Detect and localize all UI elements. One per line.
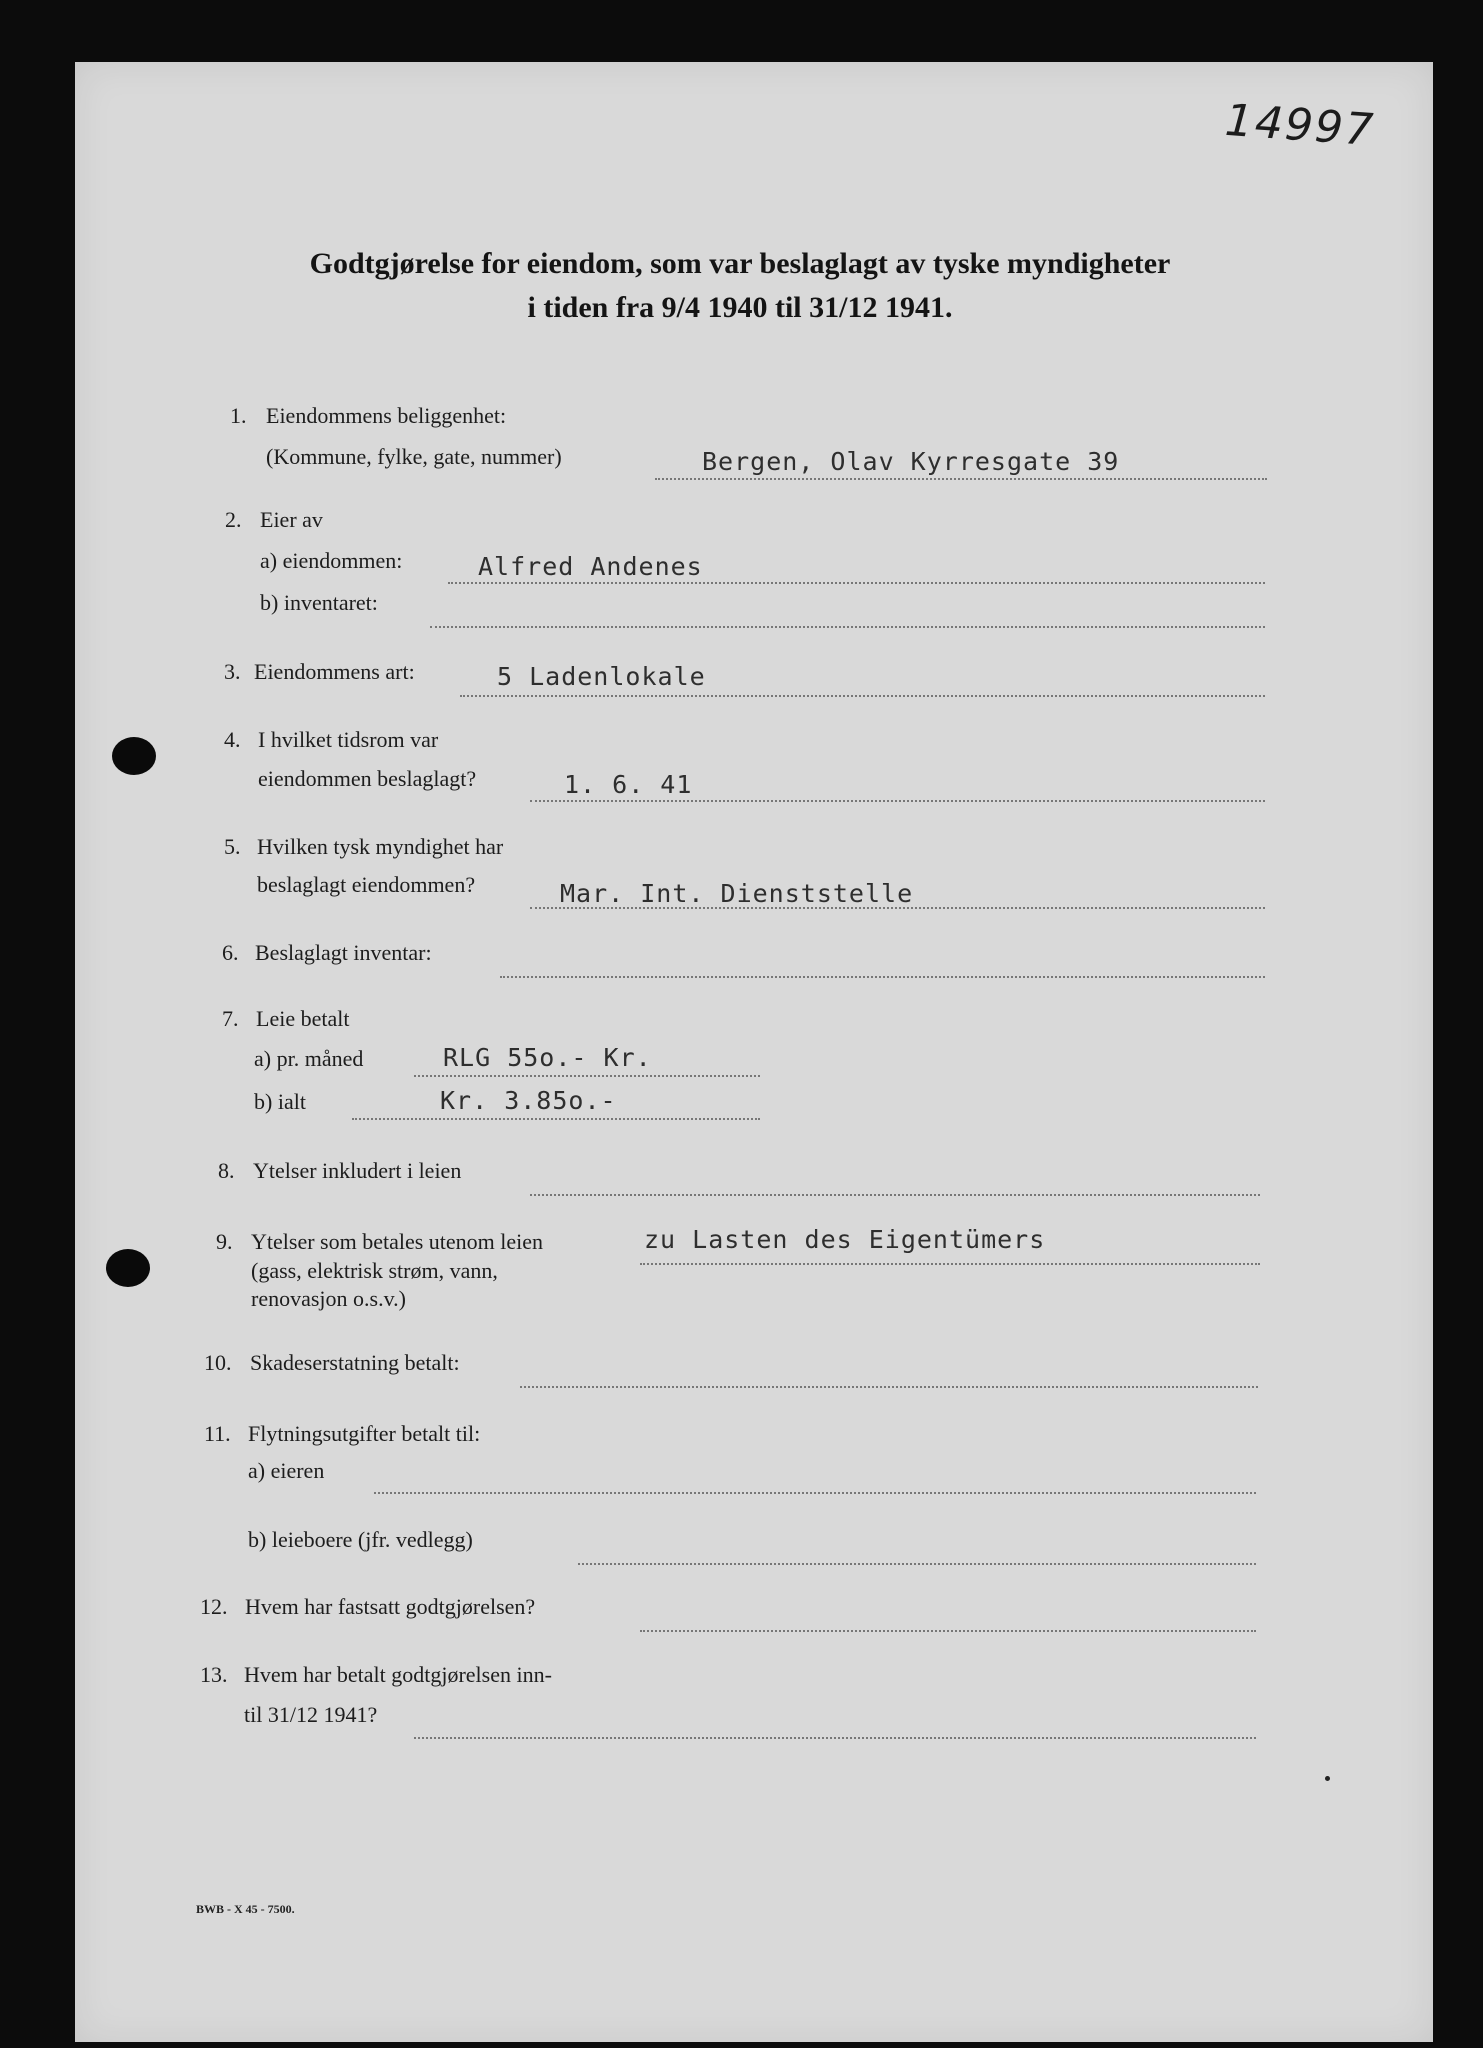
q11-number: 11. [204,1421,231,1446]
form-title-line2: i tiden fra 9/4 1940 til 31/12 1941. [527,291,953,324]
q9-answer[interactable]: zu Lasten des Eigentümers [644,1225,1046,1254]
q4-answer[interactable]: 1. 6. 41 [564,770,693,799]
q6-line [500,976,1265,978]
q7a-answer[interactable]: RLG 55o.- Kr. [443,1043,652,1072]
q6-number: 6. [222,940,239,965]
q7a-label: a) pr. måned [254,1046,364,1071]
q3-label: Eiendommens art: [254,659,415,684]
q7b-answer[interactable]: Kr. 3.85o.- [440,1086,617,1115]
punch-hole-top [112,737,156,775]
q2a-answer[interactable]: Alfred Andenes [478,552,703,581]
q5-sublabel: beslaglagt eiendommen? [257,872,476,897]
q12-number: 12. [200,1594,228,1619]
q1-answer[interactable]: Bergen, Olav Kyrresgate 39 [702,447,1120,476]
q11b-label: b) leieboere (jfr. vedlegg) [248,1527,473,1552]
q1-label: Eiendommens beliggenhet: [266,403,507,428]
q5-label: Hvilken tysk myndighet har [257,834,504,859]
q13-line [414,1737,1256,1739]
q9-number: 9. [216,1229,233,1254]
q7-number: 7. [222,1006,239,1031]
q11a-label: a) eieren [248,1458,325,1483]
q2b-line [430,626,1265,628]
q5-number: 5. [224,834,241,859]
q11-label: Flytningsutgifter betalt til: [248,1421,481,1446]
q10-number: 10. [204,1350,232,1375]
q6-label: Beslaglagt inventar: [255,940,432,965]
q10-line [520,1386,1258,1388]
q9-sublabel-2: renovasjon o.s.v.) [251,1286,406,1311]
q2a-label: a) eiendommen: [260,548,403,573]
form-title-line1: Godtgjørelse for eiendom, som var beslaglagt av tyske myndigheter [309,247,1171,280]
q2-number: 2. [225,507,242,532]
q1-number: 1. [230,403,247,428]
q8-number: 8. [218,1158,235,1183]
q9-line [640,1263,1260,1265]
q4-label: I hvilket tidsrom var [258,727,439,752]
q7-label: Leie betalt [256,1006,350,1031]
q10-label: Skadeserstatning betalt: [250,1350,460,1375]
q3-number: 3. [224,659,241,684]
q12-label: Hvem har fastsatt godtgjørelsen? [245,1594,536,1619]
q7b-line [352,1118,760,1120]
q4-number: 4. [224,727,241,752]
q2-label: Eier av [260,507,323,532]
q7a-line [414,1075,760,1077]
q3-line [460,695,1265,697]
stray-dot [1325,1776,1330,1781]
q7b-label: b) ialt [254,1089,306,1114]
print-code: BWB - X 45 - 7500. [196,1902,295,1916]
q2a-line [448,582,1265,584]
q8-line [530,1194,1260,1196]
q8-label: Ytelser inkludert i leien [253,1158,462,1183]
q9-sublabel-1: (gass, elektrisk strøm, vann, [251,1258,498,1283]
q13-number: 13. [200,1662,228,1687]
q3-answer[interactable]: 5 Ladenlokale [497,662,706,691]
q12-line [640,1630,1256,1632]
q13-sublabel: til 31/12 1941? [244,1702,378,1727]
q5-answer[interactable]: Mar. Int. Dienststelle [560,879,914,908]
q1-sublabel: (Kommune, fylke, gate, nummer) [266,444,562,469]
punch-hole-bottom [106,1249,150,1287]
archive-number: 14997 [1223,94,1377,157]
q4-sublabel: eiendommen beslaglagt? [258,766,477,791]
q9-label: Ytelser som betales utenom leien [251,1229,544,1254]
q2b-label: b) inventaret: [260,590,378,615]
q13-label: Hvem har betalt godtgjørelsen inn- [244,1662,552,1687]
q1-line [655,478,1267,480]
q4-line [530,800,1265,802]
q11b-line [578,1563,1256,1565]
q11a-line [374,1492,1256,1494]
